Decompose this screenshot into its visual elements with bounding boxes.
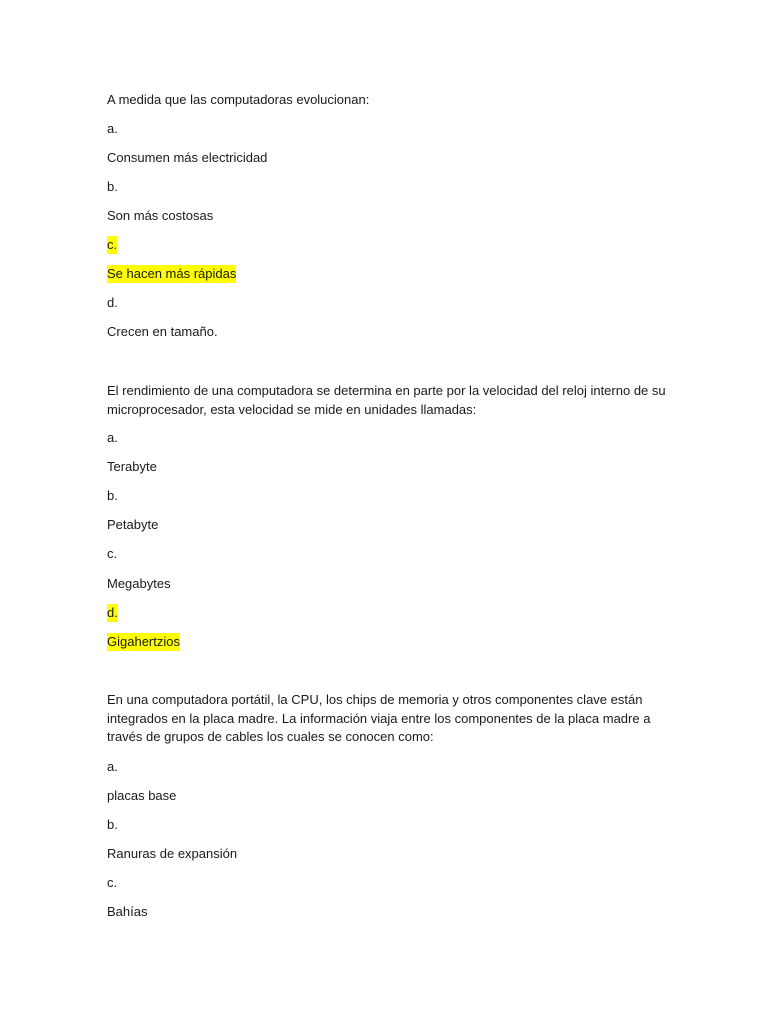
question-prompt: En una computadora portátil, la CPU, los chips de memoria y otros componentes clave están integrados en la placa madre. La información viaja entre los componentes de la placa madre a través de grupos de cables los cuales se conocen como:	[107, 692, 651, 744]
question-prompt: El rendimiento de una computadora se determina en parte por la velocidad del reloj interno de su microprocesador, esta velocidad se mide en unidades llamadas:	[107, 383, 666, 417]
option-text: Petabyte	[107, 517, 159, 532]
option-letter: b.	[107, 488, 118, 503]
option-text: Crecen en tamaño.	[107, 324, 218, 339]
option-letter: d.	[107, 295, 118, 310]
option-letter: a.	[107, 759, 118, 774]
option-text-highlighted: Se hacen más rápidas	[107, 266, 237, 281]
option-letter: a.	[107, 430, 118, 445]
option-text: Son más costosas	[107, 208, 214, 223]
option-text: Terabyte	[107, 459, 157, 474]
option-text: Consumen más electricidad	[107, 150, 268, 165]
option-letter-highlighted: d.	[107, 605, 118, 620]
option-text: Bahías	[107, 904, 148, 919]
option-letter-highlighted: c.	[107, 237, 118, 252]
option-letter: c.	[107, 546, 118, 561]
option-text: Megabytes	[107, 576, 171, 591]
option-text: Ranuras de expansión	[107, 846, 238, 861]
option-letter: a.	[107, 121, 118, 136]
option-letter: b.	[107, 817, 118, 832]
question-prompt: A medida que las computadoras evolucionan:	[107, 92, 370, 107]
option-text-highlighted: Gigahertzios	[107, 634, 180, 649]
option-text: placas base	[107, 788, 177, 803]
option-letter: c.	[107, 875, 118, 890]
option-letter: b.	[107, 179, 118, 194]
